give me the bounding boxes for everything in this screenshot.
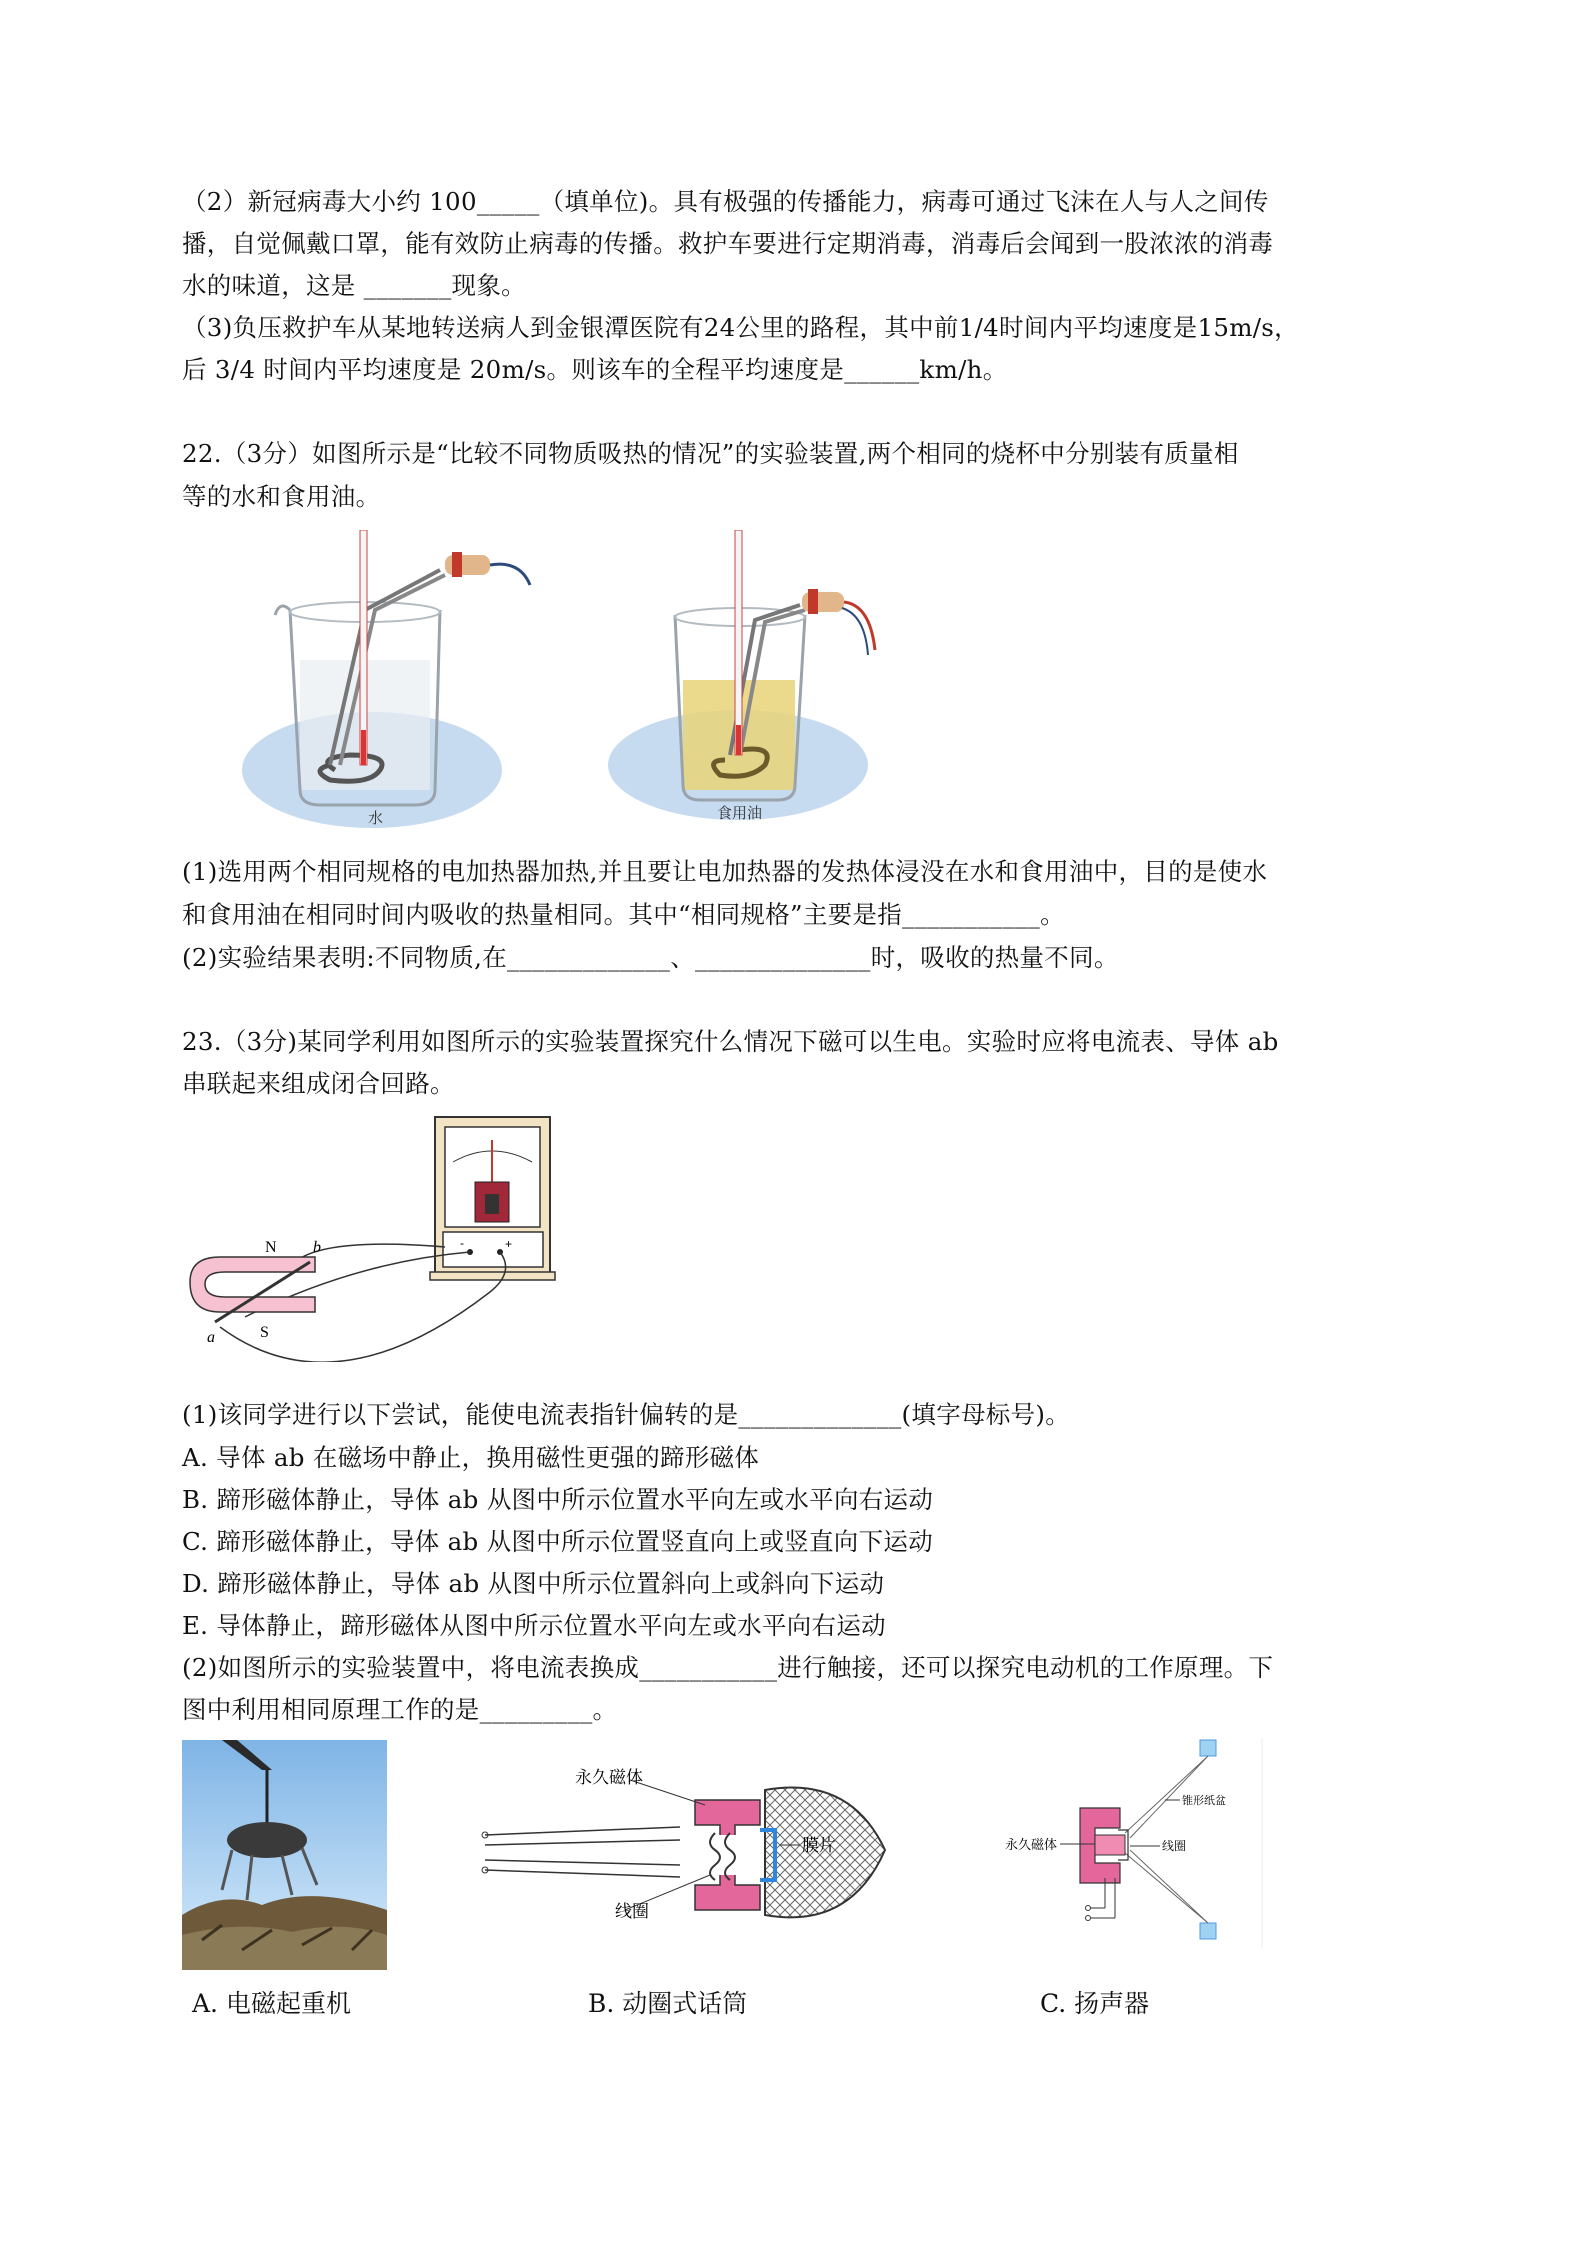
a-label: a [207, 1329, 215, 1346]
water-label: 水 [368, 810, 384, 827]
q21-part3-line1: （3)负压救护车从某地转送病人到金银潭医院有24公里的路程，其中前1/4时间内平均速度是15m/s， [182, 313, 1299, 342]
plus-label: + [505, 1237, 513, 1251]
q23-part1: (1)该同学进行以下尝试，能使电流表指针偏转的是_____________(填字母标号)。 [182, 1400, 1071, 1429]
q22-part2: (2)实验结果表明:不同物质,在_____________、______________时，吸收的热量不同。 [182, 943, 1119, 972]
speaker-cone-label: 锥形纸盆 [1182, 1795, 1226, 1807]
q23-option-d: D. 蹄形磁体静止，导体 ab 从图中所示位置斜向上或斜向下运动 [182, 1569, 885, 1598]
b-label: b [313, 1239, 321, 1256]
induction-apparatus-figure [185, 1112, 565, 1362]
q23-option-b: B. 蹄形磁体静止，导体 ab 从图中所示位置水平向左或水平向右运动 [182, 1485, 934, 1514]
q23-option-a: A. 导体 ab 在磁场中静止，换用磁性更强的蹄形磁体 [182, 1443, 760, 1472]
speaker-coil-label: 线圈 [1162, 1839, 1187, 1853]
oil-beaker [608, 530, 875, 822]
q23-part2-line2: 图中利用相同原理工作的是_________。 [182, 1695, 618, 1724]
water-beaker [242, 530, 530, 828]
mic-coil-label: 线圈 [615, 1902, 649, 1921]
s-pole-label: S [260, 1324, 269, 1341]
q21-part2-line1: （2）新冠病毒大小约 100_____（填单位)。具有极强的传播能力，病毒可通过飞沫在人与人之间传 [182, 187, 1269, 216]
horseshoe-magnet [190, 1257, 315, 1312]
q23-stem-line1: 23.（3分)某同学利用如图所示的实验装置探究什么情况下磁可以生电。实验时应将电流表、导体 ab [182, 1027, 1279, 1056]
q21-part2-line2: 播，自觉佩戴口罩，能有效防止病毒的传播。救护车要进行定期消毒，消毒后会闻到一股浓浓的消毒 [182, 229, 1274, 258]
option-a-caption: A. 电磁起重机 [192, 1989, 351, 2018]
q21-part3-line2: 后 3/4 时间内平均速度是 20m/s。则该车的全程平均速度是______km/h。 [182, 355, 1008, 384]
q23-option-e: E. 导体静止，蹄形磁体从图中所示位置水平向左或水平向右运动 [182, 1611, 886, 1640]
electromagnetic-crane-image [182, 1740, 387, 1970]
mic-film-label: 膜片 [802, 1836, 836, 1855]
speaker-magnet-label: 永久磁体 [1005, 1837, 1058, 1852]
q23-option-c: C. 蹄形磁体静止，导体 ab 从图中所示位置竖直向上或竖直向下运动 [182, 1527, 934, 1556]
q23-part2-line1: (2)如图所示的实验装置中，将电流表换成___________进行触接，还可以探究电动机的工作原理。下 [182, 1653, 1274, 1682]
n-pole-label: N [265, 1239, 277, 1256]
option-b-caption: B. 动圈式话筒 [588, 1989, 748, 2018]
beakers-figure [230, 530, 910, 835]
oil-label: 食用油 [717, 805, 763, 822]
q21-part2-line3: 水的味道，这是 _______现象。 [182, 271, 526, 300]
q22-stem-line1: 22.（3分）如图所示是“比较不同物质吸热的情况”的实验装置,两个相同的烧杯中分别装有质量相 [182, 439, 1239, 468]
q22-stem-line2: 等的水和食用油。 [182, 482, 381, 511]
q22-part1-line1: (1)选用两个相同规格的电加热器加热,并且要让电加热器的发热体浸没在水和食用油中，目的是使水 [182, 857, 1268, 886]
q23-stem-line2: 串联起来组成闭合回路。 [182, 1069, 455, 1098]
galvanometer [430, 1117, 555, 1280]
minus-label: - [460, 1236, 464, 1250]
mic-magnet-label: 永久磁体 [575, 1768, 643, 1787]
option-c-caption: C. 扬声器 [1040, 1989, 1150, 2018]
moving-coil-microphone-diagram [480, 1745, 900, 1935]
loudspeaker-diagram [990, 1738, 1270, 1953]
q22-part1-line2: 和食用油在相同时间内吸收的热量相同。其中“相同规格”主要是指___________。 [182, 900, 1065, 929]
